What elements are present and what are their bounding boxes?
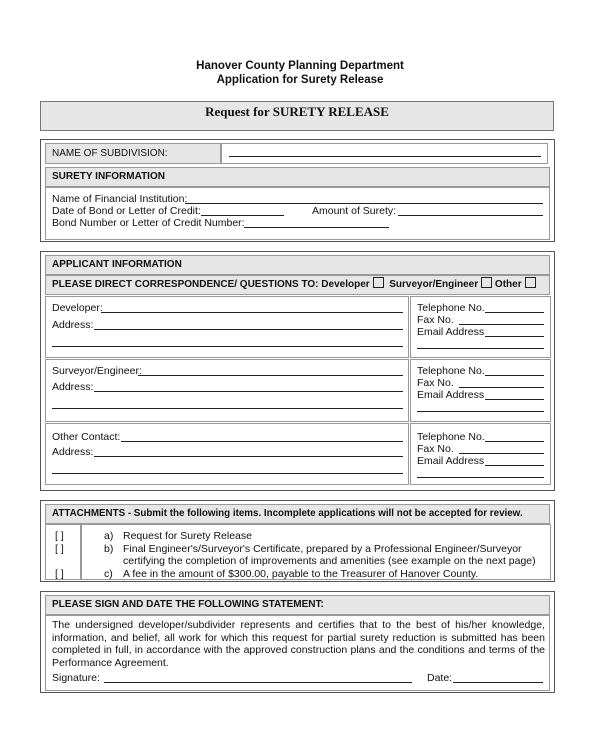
developer-email-field[interactable]	[485, 336, 544, 337]
developer-address-field[interactable]	[94, 329, 403, 330]
developer-name-field[interactable]	[101, 312, 403, 313]
surveyor-name-field[interactable]	[138, 375, 403, 376]
statement-heading: PLEASE SIGN AND DATE THE FOLLOWING STATEMENT:	[45, 595, 550, 615]
financial-institution-label: Name of Financial Institution:	[52, 193, 188, 205]
other-address-label: Address:	[52, 446, 94, 458]
amount-field[interactable]	[398, 215, 543, 216]
other-address-field[interactable]	[94, 456, 403, 457]
other-contact-label: Other Contact:	[52, 431, 121, 443]
subdivision-name-field[interactable]	[229, 156, 541, 157]
developer-telephone-label: Telephone No.	[417, 302, 485, 314]
subdivision-label-cell	[45, 143, 221, 164]
other-contact-name-field[interactable]	[121, 441, 403, 442]
surveyor-phone-cell	[410, 359, 551, 422]
attachment-a-checkbox[interactable]: [ ]	[55, 530, 64, 542]
surveyor-address-line2[interactable]	[52, 408, 403, 409]
developer-telephone-field[interactable]	[485, 312, 544, 313]
surveyor-email-line2[interactable]	[417, 411, 544, 412]
surveyor-fax-label: Fax No.	[417, 377, 454, 389]
surety-fields-cell	[45, 187, 550, 240]
surveyor-address-field[interactable]	[94, 391, 403, 392]
bond-number-field[interactable]	[244, 227, 389, 228]
other-address-line2[interactable]	[52, 473, 403, 474]
attachments-checkbox-column	[45, 524, 81, 580]
surveyor-label: Surveyor/Engineer:	[52, 365, 142, 377]
signature-field[interactable]	[104, 682, 412, 683]
surveyor-address-label: Address:	[52, 381, 94, 393]
request-title: Request for SURETY RELEASE	[205, 104, 389, 119]
subdivision-label: NAME OF SUBDIVISION:	[52, 148, 168, 159]
bond-number-label: Bond Number or Letter of Credit Number:	[52, 217, 245, 229]
surveyor-email-label: Email Address	[417, 389, 485, 401]
attachment-c-checkbox[interactable]: [ ]	[55, 568, 64, 580]
applicant-section	[40, 251, 555, 491]
developer-email-line2[interactable]	[417, 348, 544, 349]
attachments-section	[40, 500, 555, 582]
developer-label: Developer:	[52, 302, 103, 314]
surveyor-option-label: Surveyor/Engineer	[389, 279, 479, 290]
request-title-box	[40, 101, 554, 131]
developer-contact-cell	[45, 296, 409, 358]
correspondence-row	[45, 275, 550, 295]
surveyor-fax-field[interactable]	[459, 387, 544, 388]
statement-section	[40, 591, 555, 693]
department-name: Hanover County Planning Department	[196, 60, 404, 72]
statement-body-cell	[45, 615, 550, 691]
date-label: Date:	[427, 672, 453, 684]
other-email-line2[interactable]	[417, 477, 544, 478]
other-fax-label: Fax No.	[417, 443, 454, 455]
amount-label: Amount of Surety:	[312, 205, 397, 217]
other-telephone-field[interactable]	[485, 441, 544, 442]
attachment-c-text: A fee in the amount of $300.00, payable to the Treasurer of Hanover County.	[123, 568, 479, 580]
other-email-label: Email Address	[417, 455, 485, 467]
attachment-b-letter: b)	[104, 543, 114, 555]
attachment-a-letter: a)	[104, 530, 114, 542]
other-contact-cell	[45, 423, 409, 485]
bond-date-field[interactable]	[201, 215, 284, 216]
attachment-b-text: Final Engineer's/Surveyor's Certificate, prepared by a Professional Engineer/Surveyor	[123, 543, 522, 555]
bond-date-label: Date of Bond or Letter of Credit:	[52, 205, 201, 217]
financial-institution-field[interactable]	[185, 203, 543, 204]
developer-option-label: Developer	[321, 279, 370, 290]
attachment-c-letter: c)	[104, 568, 113, 580]
attachments-items-column	[81, 524, 551, 580]
developer-email-label: Email Address	[417, 326, 485, 338]
subdivision-field-cell	[221, 143, 548, 164]
date-field[interactable]	[453, 682, 543, 683]
other-checkbox[interactable]	[525, 277, 536, 288]
surveyor-email-field[interactable]	[485, 399, 544, 400]
developer-fax-field[interactable]	[459, 324, 544, 325]
subdivision-surety-section	[40, 139, 555, 242]
other-email-field[interactable]	[485, 465, 544, 466]
other-phone-cell	[410, 423, 551, 485]
signature-label: Signature:	[52, 672, 100, 684]
attachment-a-text: Request for Surety Release	[123, 530, 252, 542]
attachment-b-text-cont: certifying the completion of improvements and amenities (see example on the next page)	[123, 555, 536, 567]
surveyor-telephone-label: Telephone No.	[417, 365, 485, 377]
applicant-heading: APPLICANT INFORMATION	[45, 255, 550, 275]
attachments-heading: ATTACHMENTS - Submit the following items. Incomplete applications will not be accepted for review.	[45, 504, 550, 524]
developer-phone-cell	[410, 296, 551, 358]
form-title: Application for Surety Release	[216, 74, 384, 86]
other-fax-field[interactable]	[459, 453, 544, 454]
statement-text: The undersigned developer/subdivider represents and certifies that to the best of his/her knowledge, information, and belief, all work for which this request for partial surety reduction is submitted has been completed in full, in accordance with the approved construction plans and the conditions and terms of the Performance Agreement.	[52, 619, 545, 669]
surveyor-checkbox[interactable]	[481, 277, 492, 288]
correspondence-label: PLEASE DIRECT CORRESPONDENCE/ QUESTIONS TO:	[52, 279, 319, 290]
other-option-label: Other	[494, 279, 522, 290]
surveyor-contact-cell	[45, 359, 409, 422]
surveyor-telephone-field[interactable]	[485, 375, 544, 376]
developer-address-label: Address:	[52, 319, 94, 331]
surety-heading: SURETY INFORMATION	[45, 167, 550, 187]
developer-checkbox[interactable]	[373, 277, 384, 288]
other-telephone-label: Telephone No.	[417, 431, 485, 443]
developer-address-line2[interactable]	[52, 346, 403, 347]
developer-fax-label: Fax No.	[417, 314, 454, 326]
attachment-b-checkbox[interactable]: [ ]	[55, 543, 64, 555]
